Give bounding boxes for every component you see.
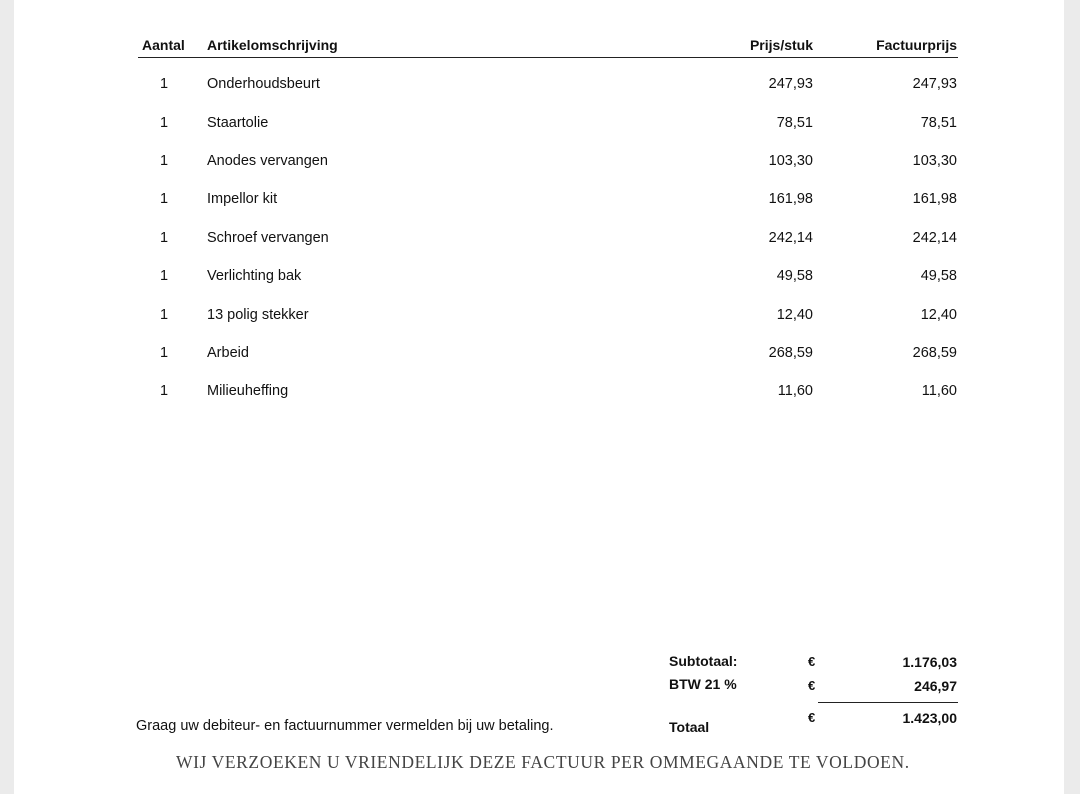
invoice-page <box>14 0 1064 794</box>
payment-note: Graag uw debiteur- en factuurnummer vermelden bij uw betaling. <box>136 718 554 734</box>
total-label: Totaal <box>669 719 710 735</box>
row-invoice-price: 247,93 <box>912 76 957 92</box>
row-unit-price: 103,30 <box>768 153 813 169</box>
row-qty: 1 <box>160 76 169 92</box>
row-invoice-price: 103,30 <box>912 153 957 169</box>
vat-label: BTW 21 % <box>669 676 737 692</box>
subtotal-value: 1.176,03 <box>902 654 957 670</box>
row-qty: 1 <box>160 307 169 323</box>
header-description: Artikelomschrijving <box>207 37 338 53</box>
row-unit-price: 161,98 <box>768 191 813 207</box>
row-qty: 1 <box>160 153 169 169</box>
row-invoice-price: 161,98 <box>912 191 957 207</box>
row-unit-price: 12,40 <box>776 307 813 323</box>
row-invoice-price: 242,14 <box>912 230 957 246</box>
header-qty: Aantal <box>142 37 185 53</box>
row-unit-price: 242,14 <box>768 230 813 246</box>
row-invoice-price: 268,59 <box>912 345 957 361</box>
row-invoice-price: 11,60 <box>921 383 957 399</box>
row-qty: 1 <box>160 383 169 399</box>
row-description: Anodes vervangen <box>207 153 328 169</box>
subtotal-label: Subtotaal: <box>669 653 738 669</box>
vat-value: 246,97 <box>914 678 957 694</box>
row-description: 13 polig stekker <box>207 307 309 323</box>
row-invoice-price: 49,58 <box>920 268 957 284</box>
header-invoice-price: Factuurprijs <box>876 37 957 53</box>
row-qty: 1 <box>160 191 169 207</box>
row-description: Schroef vervangen <box>207 230 329 246</box>
row-description: Milieuheffing <box>207 383 289 399</box>
row-description: Onderhoudsbeurt <box>207 76 320 92</box>
row-unit-price: 78,51 <box>776 115 813 131</box>
total-divider <box>818 702 958 703</box>
row-qty: 1 <box>160 115 169 131</box>
header-divider <box>138 57 958 58</box>
subtotal-currency: € <box>808 654 816 669</box>
row-unit-price: 49,58 <box>776 268 813 284</box>
total-value: 1.423,00 <box>902 710 957 726</box>
row-invoice-price: 12,40 <box>920 307 957 323</box>
row-description: Verlichting bak <box>207 268 302 284</box>
row-invoice-price: 78,51 <box>920 115 957 131</box>
row-description: Impellor kit <box>207 191 278 207</box>
row-unit-price: 247,93 <box>768 76 813 92</box>
row-qty: 1 <box>160 268 169 284</box>
row-qty: 1 <box>160 345 169 361</box>
total-currency: € <box>808 710 816 725</box>
row-qty: 1 <box>160 230 169 246</box>
vat-currency: € <box>808 678 816 693</box>
row-description: Arbeid <box>207 345 249 361</box>
footer-request: WIJ VERZOEKEN U VRIENDELIJK DEZE FACTUUR PER OMMEGAANDE TE VOLDOEN. <box>176 752 910 772</box>
row-unit-price: 11,60 <box>777 383 813 399</box>
row-unit-price: 268,59 <box>768 345 813 361</box>
header-unit-price: Prijs/stuk <box>749 37 813 53</box>
row-description: Staartolie <box>207 115 269 131</box>
